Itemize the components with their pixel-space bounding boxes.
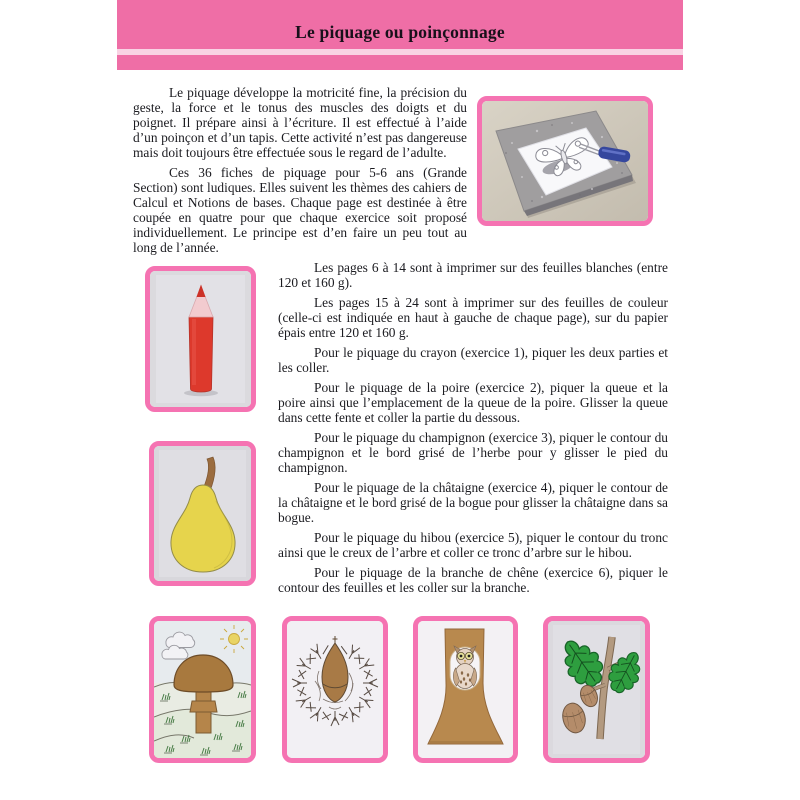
paragraph-chene: Pour le piquage de la branche de chêne (exercice 6), piquer le contour des feuilles et les coller sur la branche. xyxy=(278,565,668,595)
paragraph-fiches: Ces 36 fiches de piquage pour 5-6 ans (Grande Section) sont ludiques. Elles suivent les thèmes des cahiers de Calcul et Notions de bases. Chaque page est destinée à être coupée en quatre pour que chaque exercice soit proposé individuellement. Le principe est d’en faire un peu tout au long de l’année. xyxy=(133,165,467,255)
paragraph-pages-15-24: Les pages 15 à 24 sont à imprimer sur des feuilles de couleur (celle-ci est indiquée en haut à gauche de chaque page), sur du papier épais entre 120 et 160 g. xyxy=(278,295,668,340)
figure-photo-butterfly xyxy=(477,96,653,226)
paragraph-chataigne: Pour le piquage de la châtaigne (exercice 4), piquer le contour de la châtaigne et le bord grisé de la bogue pour glisser la châtaigne dans sa bogue. xyxy=(278,480,668,525)
figure-pear xyxy=(149,441,256,586)
chestnut-illustration xyxy=(287,621,383,758)
oak-branch-illustration xyxy=(548,621,645,758)
page-header xyxy=(117,0,683,70)
pear-illustration xyxy=(154,446,251,581)
owl-illustration xyxy=(418,621,513,758)
figure-mushroom xyxy=(149,616,256,763)
figure-owl xyxy=(413,616,518,763)
page-title: Le piquage ou poinçonnage xyxy=(295,22,505,42)
paragraph-poire: Pour le piquage de la poire (exercice 2), piquer la queue et la poire ainsi que l’emplacement de la queue de la poire. Glisser la queue dans cette fente et coller la partie du dessous. xyxy=(278,380,668,425)
mushroom-illustration xyxy=(154,621,251,758)
paragraph-pages-6-14: Les pages 6 à 14 sont à imprimer sur des feuilles blanches (entre 120 et 160 g). xyxy=(278,260,668,290)
header-band xyxy=(117,0,683,49)
paragraph-champignon: Pour le piquage du champignon (exercice 3), piquer le contour du champignon et le bord grisé de l’herbe pour y glisser le pied du champignon. xyxy=(278,430,668,475)
figure-chestnut xyxy=(282,616,388,763)
figure-oak-branch xyxy=(543,616,650,763)
header-band-bottom xyxy=(117,55,683,70)
paragraph-hibou: Pour le piquage du hibou (exercice 5), piquer le contour du tronc ainsi que le creux de l’arbre et coller ce tronc d’arbre sur le hibou. xyxy=(278,530,668,560)
paragraph-intro: Le piquage développe la motricité fine, la précision du geste, la force et le tonus des muscles des doigts et du poignet. Il prépare ainsi à l’écriture. Il est effectué à l’aide d’un poinçon et d’un tapis. Cette activité n’est pas dangereuse mais doit toujours être effectuée sous le regard de l’adulte. xyxy=(133,85,467,160)
figure-pencil xyxy=(145,266,256,412)
butterfly-photo-illustration xyxy=(482,101,648,221)
pencil-illustration xyxy=(150,271,251,407)
paragraph-crayon: Pour le piquage du crayon (exercice 1), piquer les deux parties et les coller. xyxy=(278,345,668,375)
